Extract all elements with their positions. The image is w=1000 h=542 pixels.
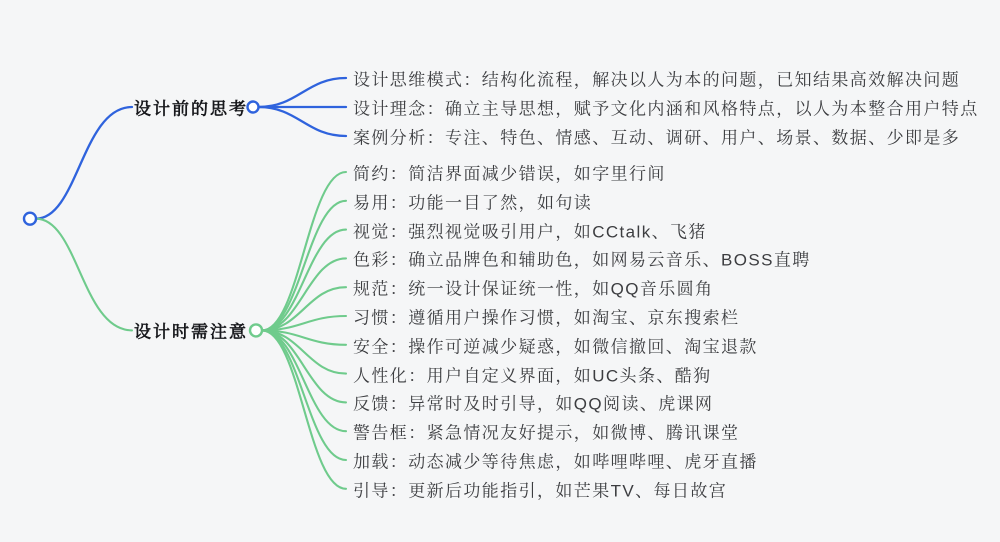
- leaf-node[interactable]: 视觉：强烈视觉吸引用户，如CCtalk、飞猪: [353, 222, 707, 242]
- leaf-node[interactable]: 人性化：用户自定义界面，如UC头条、酷狗: [353, 366, 712, 386]
- edge-branch-1-leaf-0: [262, 172, 346, 330]
- branch-node-circle-0[interactable]: [248, 102, 259, 113]
- edge-branch-1-leaf-9: [262, 330, 346, 431]
- edge-branch-0-leaf-2: [259, 107, 347, 136]
- branch-node-design-during[interactable]: 设计时需注意: [134, 322, 248, 342]
- edge-branch-1-leaf-1: [262, 201, 346, 331]
- edge-branch-1-leaf-8: [262, 330, 346, 402]
- leaf-node[interactable]: 引导：更新后功能指引，如芒果TV、每日故宫: [353, 481, 728, 501]
- leaf-node[interactable]: 设计思维模式：结构化流程，解决以人为本的问题，已知结果高效解决问题: [353, 70, 961, 90]
- leaf-node[interactable]: 加载：动态减少等待焦虑，如哔哩哔哩、虎牙直播: [353, 452, 758, 472]
- leaf-node[interactable]: 色彩：确立品牌色和辅助色，如网易云音乐、BOSS直聘: [353, 250, 811, 270]
- edge-root-to-branch-1: [36, 219, 132, 331]
- leaf-node[interactable]: 安全：操作可逆减少疑惑，如微信撤回、淘宝退款: [353, 337, 758, 357]
- edge-branch-1-leaf-11: [262, 330, 346, 488]
- leaf-node[interactable]: 设计理念：确立主导思想，赋予文化内涵和风格特点，以人为本整合用户特点: [353, 99, 979, 119]
- leaf-node[interactable]: 易用：功能一目了然，如句读: [353, 193, 593, 213]
- branch-node-design-before[interactable]: 设计前的思考: [134, 99, 248, 119]
- leaf-node[interactable]: 案例分析：专注、特色、情感、互动、调研、用户、场景、数据、少即是多: [353, 128, 961, 148]
- edge-root-to-branch-0: [36, 107, 132, 219]
- edge-branch-0-leaf-0: [259, 78, 347, 107]
- leaf-node[interactable]: 简约：简洁界面减少错误，如字里行间: [353, 164, 666, 184]
- edge-branch-1-leaf-10: [262, 330, 346, 460]
- leaf-node[interactable]: 反馈：异常时及时引导，如QQ阅读、虎课网: [353, 394, 714, 414]
- leaf-node[interactable]: 规范：统一设计保证统一性，如QQ音乐圆角: [353, 279, 714, 299]
- leaf-node[interactable]: 警告框：紧急情况友好提示，如微博、腾讯课堂: [353, 423, 740, 443]
- root-node-circle[interactable]: [24, 213, 36, 225]
- edge-branch-1-leaf-2: [262, 230, 346, 331]
- edge-branch-1-leaf-3: [262, 258, 346, 330]
- branch-node-circle-1[interactable]: [250, 324, 262, 336]
- leaf-node[interactable]: 习惯：遵循用户操作习惯，如淘宝、京东搜索栏: [353, 308, 740, 328]
